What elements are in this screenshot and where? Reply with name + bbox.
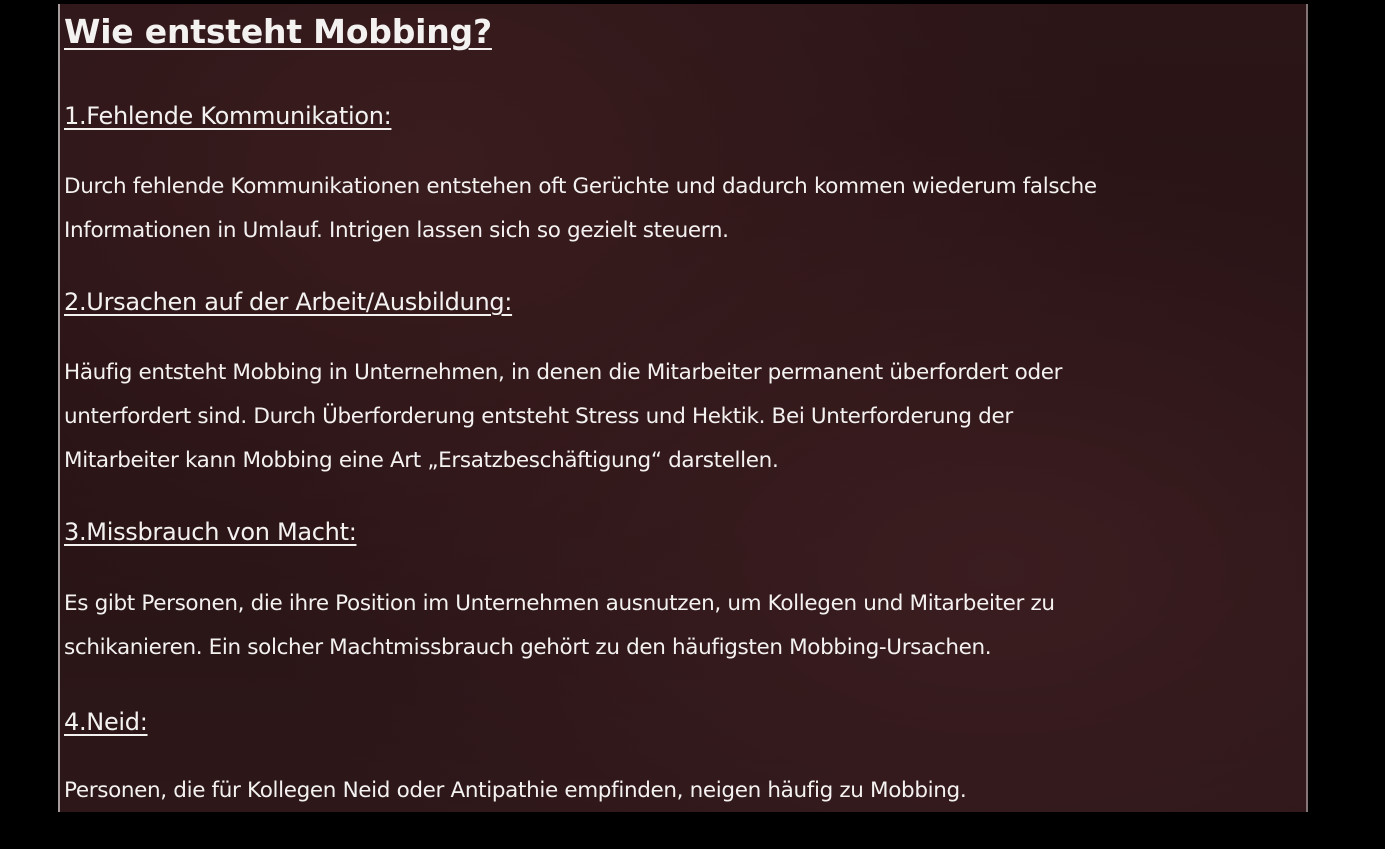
- text-line: Es gibt Personen, die ihre Position im Unternehmen ausnutzen, um Kollegen und Mitarbeiter zu: [64, 591, 1055, 616]
- text-line: Mitarbeiter kann Mobbing eine Art „Ersatzbeschäftigung“ darstellen.: [64, 448, 779, 473]
- text-line: Informationen in Umlauf. Intrigen lassen sich so gezielt steuern.: [64, 218, 729, 243]
- section-heading-work-causes: 2.Ursachen auf der Arbeit/Ausbildung:: [64, 288, 513, 316]
- section-heading-envy: 4.Neid:: [64, 708, 148, 736]
- section-text-work-causes: [64, 351, 1062, 483]
- text-line: unterfordert sind. Durch Überforderung entsteht Stress und Hektik. Bei Unterforderung der: [64, 404, 1013, 429]
- text-line: Personen, die für Kollegen Neid oder Antipathie empfinden, neigen häufig zu Mobbing.: [64, 778, 967, 803]
- section-heading-abuse-of-power: 3.Missbrauch von Macht:: [64, 518, 357, 546]
- section-heading-communication: 1.Fehlende Kommunikation:: [64, 102, 392, 130]
- section-text-abuse-of-power: [64, 582, 1055, 670]
- section-text-communication: [64, 165, 1097, 253]
- text-line: Häufig entsteht Mobbing in Unternehmen, in denen die Mitarbeiter permanent überfordert oder: [64, 360, 1063, 385]
- document-title: Wie entsteht Mobbing?: [64, 12, 492, 51]
- text-line: Durch fehlende Kommunikationen entstehen oft Gerüchte und dadurch kommen wiederum falsche: [64, 174, 1097, 199]
- text-line: schikanieren. Ein solcher Machtmissbrauch gehört zu den häufigsten Mobbing-Ursachen.: [64, 635, 992, 660]
- scanned-document-page: [58, 4, 1308, 812]
- section-text-envy: [64, 769, 966, 812]
